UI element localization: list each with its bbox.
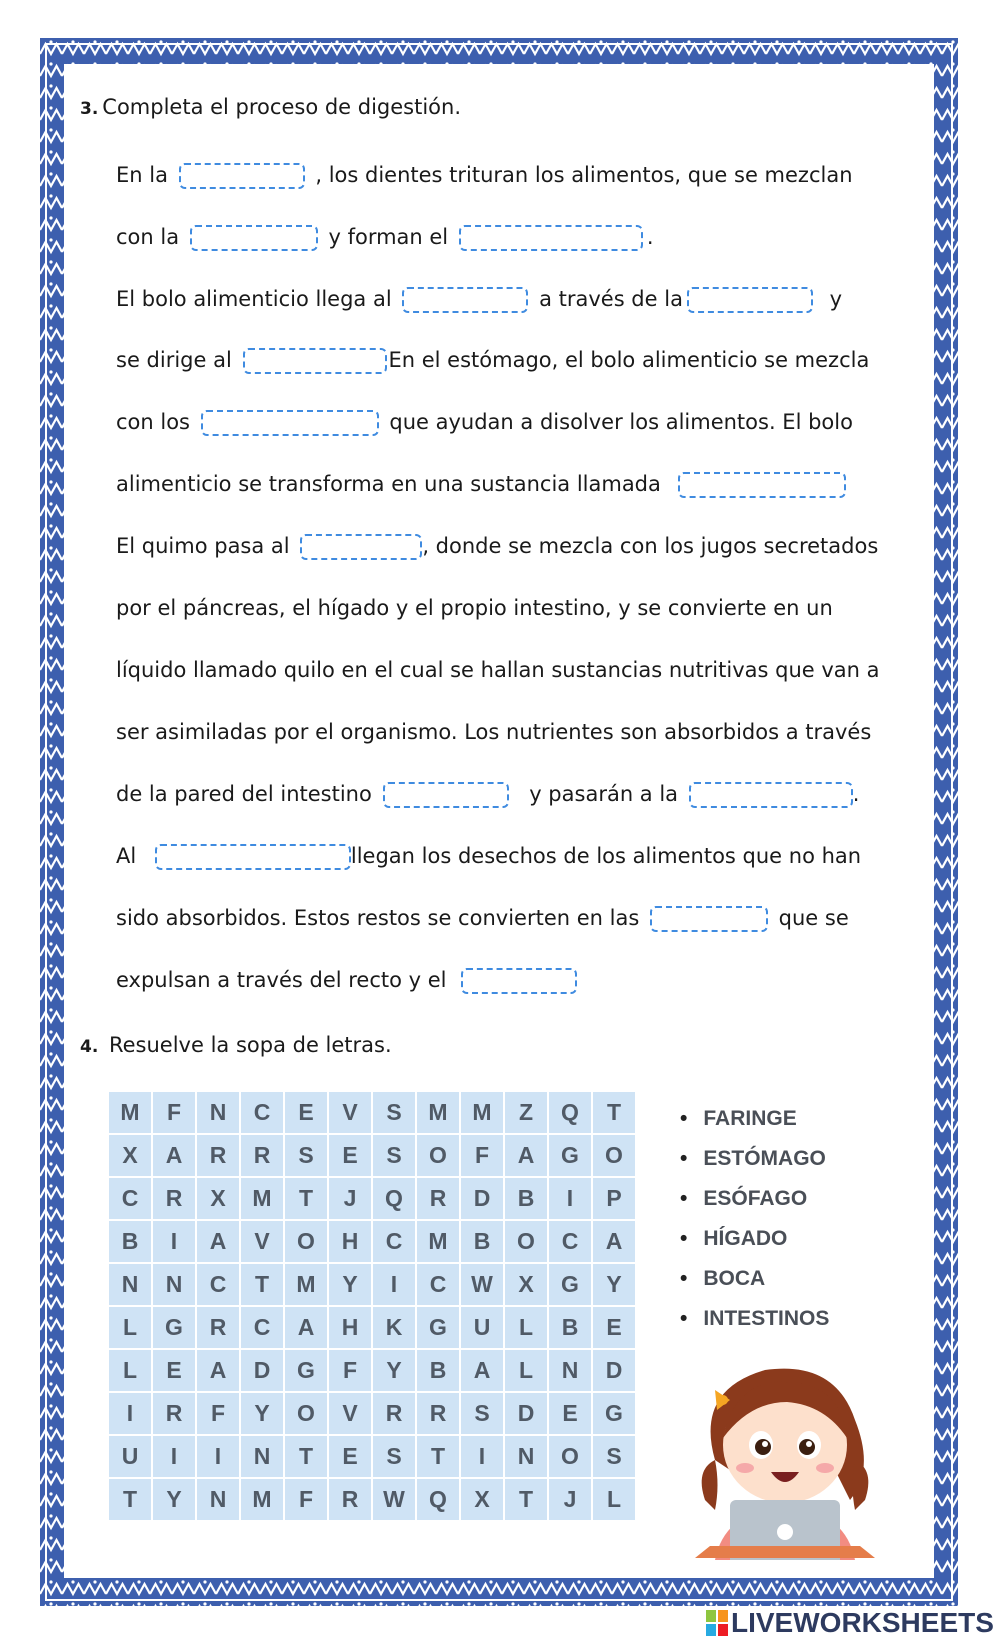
grid-cell[interactable]: M xyxy=(284,1263,328,1306)
grid-cell[interactable]: C xyxy=(196,1263,240,1306)
grid-cell[interactable]: Y xyxy=(592,1263,636,1306)
grid-row xyxy=(108,1134,636,1177)
grid-cell[interactable]: X xyxy=(460,1478,504,1521)
grid-cell[interactable]: C xyxy=(416,1263,460,1306)
text-line xyxy=(116,470,850,498)
text-fragment: líquido llamado quilo en el cual se hallan sustancias nutritivas que van a xyxy=(116,658,880,682)
brand-name: LIVEWORKSHEETS xyxy=(731,1607,994,1638)
grid-cell[interactable]: A xyxy=(196,1220,240,1263)
grid-cell[interactable]: R xyxy=(372,1392,416,1435)
text-fragment: , los dientes trituran los alimentos, que se mezclan xyxy=(315,163,853,187)
word-list-item: • INTESTINOS xyxy=(680,1305,829,1345)
grid-cell[interactable]: H xyxy=(328,1220,372,1263)
grid-cell[interactable]: Q xyxy=(416,1478,460,1521)
grid-cell[interactable]: S xyxy=(284,1134,328,1177)
grid-cell[interactable]: E xyxy=(284,1091,328,1134)
grid-cell[interactable]: Y xyxy=(152,1478,196,1521)
grid-cell[interactable]: H xyxy=(328,1306,372,1349)
word-list-item: • ESÓFAGO xyxy=(680,1185,829,1225)
grid-cell[interactable]: G xyxy=(548,1134,592,1177)
grid-cell[interactable]: I xyxy=(196,1435,240,1478)
grid-cell[interactable]: E xyxy=(592,1306,636,1349)
grid-row xyxy=(108,1478,636,1521)
grid-cell[interactable]: V xyxy=(240,1220,284,1263)
text-fragment: ser asimiladas por el organismo. Los nutrientes son absorbidos a través xyxy=(116,720,872,744)
word-list-item: • HÍGADO xyxy=(680,1225,829,1265)
grid-cell[interactable]: O xyxy=(504,1220,548,1263)
grid-cell[interactable]: U xyxy=(460,1306,504,1349)
grid-cell[interactable]: X xyxy=(108,1134,152,1177)
text-fragment: a través de la xyxy=(539,287,683,311)
answer-blank[interactable] xyxy=(402,287,528,313)
grid-cell[interactable]: R xyxy=(196,1134,240,1177)
grid-cell[interactable]: A xyxy=(504,1134,548,1177)
exercise-title: Resuelve la sopa de letras. xyxy=(108,1033,392,1057)
text-fragment: y xyxy=(829,287,843,311)
grid-cell[interactable]: J xyxy=(548,1478,592,1521)
text-line xyxy=(116,223,654,251)
grid-cell[interactable]: O xyxy=(284,1220,328,1263)
grid-cell[interactable]: W xyxy=(460,1263,504,1306)
grid-cell[interactable]: R xyxy=(416,1392,460,1435)
text-fragment: con la xyxy=(116,225,180,249)
girl-with-laptop-illustration xyxy=(675,1350,895,1560)
grid-cell[interactable]: I xyxy=(152,1220,196,1263)
grid-cell[interactable]: S xyxy=(372,1091,416,1134)
grid-cell[interactable]: G xyxy=(548,1263,592,1306)
grid-cell[interactable]: F xyxy=(152,1091,196,1134)
grid-cell[interactable]: A xyxy=(592,1220,636,1263)
grid-cell[interactable]: E xyxy=(152,1349,196,1392)
grid-cell[interactable]: M xyxy=(240,1478,284,1521)
grid-cell[interactable]: G xyxy=(152,1306,196,1349)
grid-cell[interactable]: J xyxy=(328,1177,372,1220)
liveworksheets-brand xyxy=(706,1607,994,1639)
grid-cell[interactable]: R xyxy=(240,1134,284,1177)
grid-cell[interactable]: M xyxy=(416,1091,460,1134)
grid-cell[interactable]: I xyxy=(372,1263,416,1306)
text-line xyxy=(116,594,833,622)
grid-cell[interactable]: N xyxy=(196,1091,240,1134)
grid-cell[interactable]: B xyxy=(460,1220,504,1263)
grid-cell[interactable]: G xyxy=(284,1349,328,1392)
word-list-item: • FARINGE xyxy=(680,1105,829,1145)
text-fragment: sido absorbidos. Estos restos se convierten en las xyxy=(116,906,640,930)
grid-cell[interactable]: Q xyxy=(548,1091,592,1134)
answer-blank[interactable] xyxy=(650,906,768,932)
grid-cell[interactable]: Y xyxy=(240,1392,284,1435)
text-fragment: llegan los desechos de los alimentos que no han xyxy=(350,844,862,868)
grid-row xyxy=(108,1435,636,1478)
word-list xyxy=(680,1105,829,1345)
grid-cell[interactable]: S xyxy=(372,1435,416,1478)
grid-cell[interactable]: A xyxy=(196,1349,240,1392)
text-fragment: que ayudan a disolver los alimentos. El bolo xyxy=(389,410,853,434)
grid-cell[interactable]: D xyxy=(240,1349,284,1392)
grid-cell[interactable]: S xyxy=(592,1435,636,1478)
answer-blank[interactable] xyxy=(459,225,643,251)
grid-cell[interactable]: M xyxy=(240,1177,284,1220)
text-fragment: de la pared del intestino xyxy=(116,782,372,806)
grid-cell[interactable]: I xyxy=(548,1177,592,1220)
text-line xyxy=(116,532,878,560)
grid-cell[interactable]: B xyxy=(108,1220,152,1263)
answer-blank[interactable] xyxy=(687,287,813,313)
grid-cell[interactable]: N xyxy=(240,1435,284,1478)
grid-cell[interactable]: D xyxy=(592,1349,636,1392)
grid-cell[interactable]: S xyxy=(372,1134,416,1177)
grid-cell[interactable]: N xyxy=(548,1349,592,1392)
text-fragment: El bolo alimenticio llega al xyxy=(116,287,392,311)
text-fragment: En la xyxy=(116,163,168,187)
grid-cell[interactable]: F xyxy=(460,1134,504,1177)
grid-cell[interactable]: G xyxy=(592,1392,636,1435)
grid-cell[interactable]: Y xyxy=(328,1263,372,1306)
grid-cell[interactable]: I xyxy=(108,1392,152,1435)
grid-cell[interactable]: D xyxy=(460,1177,504,1220)
grid-cell[interactable]: L xyxy=(504,1306,548,1349)
grid-cell[interactable]: T xyxy=(416,1435,460,1478)
word-list-item: • BOCA xyxy=(680,1265,829,1305)
grid-cell[interactable]: C xyxy=(548,1220,592,1263)
text-line xyxy=(116,718,871,746)
grid-cell[interactable]: A xyxy=(152,1134,196,1177)
text-fragment: con los xyxy=(116,410,191,434)
exercise-number: 4. xyxy=(80,1037,99,1057)
text-fragment: Al xyxy=(116,844,137,868)
grid-cell[interactable]: T xyxy=(240,1263,284,1306)
text-line xyxy=(116,656,880,684)
grid-row xyxy=(108,1220,636,1263)
grid-cell[interactable]: N xyxy=(504,1435,548,1478)
text-fragment: se dirige al xyxy=(116,348,232,372)
grid-cell[interactable]: A xyxy=(284,1306,328,1349)
grid-cell[interactable]: E xyxy=(328,1435,372,1478)
text-line xyxy=(116,346,869,374)
grid-cell[interactable]: C xyxy=(372,1220,416,1263)
text-line xyxy=(116,285,842,313)
grid-cell[interactable]: F xyxy=(284,1478,328,1521)
grid-cell[interactable]: B xyxy=(548,1306,592,1349)
grid-cell[interactable]: R xyxy=(152,1392,196,1435)
text-fragment: , donde se mezcla con los jugos secretados xyxy=(422,534,879,558)
exercise-3-heading xyxy=(80,94,461,122)
answer-blank[interactable] xyxy=(179,163,305,189)
grid-cell[interactable]: B xyxy=(416,1349,460,1392)
grid-cell[interactable]: X xyxy=(504,1263,548,1306)
grid-cell[interactable]: L xyxy=(592,1478,636,1521)
grid-row xyxy=(108,1306,636,1349)
exercise-title: Completa el proceso de digestión. xyxy=(102,95,462,119)
grid-cell[interactable]: T xyxy=(284,1177,328,1220)
text-line xyxy=(116,904,849,932)
grid-cell[interactable]: B xyxy=(504,1177,548,1220)
grid-cell[interactable]: M xyxy=(416,1220,460,1263)
grid-cell[interactable]: N xyxy=(108,1263,152,1306)
grid-cell[interactable]: F xyxy=(196,1392,240,1435)
grid-cell[interactable]: T xyxy=(108,1478,152,1521)
grid-cell[interactable]: I xyxy=(460,1435,504,1478)
text-fragment: El quimo pasa al xyxy=(116,534,290,558)
grid-cell[interactable]: T xyxy=(284,1435,328,1478)
answer-blank[interactable] xyxy=(461,968,577,994)
text-line xyxy=(116,780,859,808)
grid-cell[interactable]: N xyxy=(152,1263,196,1306)
grid-cell[interactable]: X xyxy=(196,1177,240,1220)
grid-cell[interactable]: D xyxy=(504,1392,548,1435)
grid-cell[interactable]: F xyxy=(328,1349,372,1392)
answer-blank[interactable] xyxy=(243,348,387,374)
exercise-number: 3. xyxy=(80,99,99,119)
grid-cell[interactable]: S xyxy=(460,1392,504,1435)
answer-blank[interactable] xyxy=(689,782,853,808)
grid-cell[interactable]: P xyxy=(592,1177,636,1220)
answer-blank[interactable] xyxy=(155,844,351,870)
grid-cell[interactable]: I xyxy=(152,1435,196,1478)
grid-cell[interactable]: L xyxy=(504,1349,548,1392)
grid-row xyxy=(108,1392,636,1435)
grid-cell[interactable]: V xyxy=(328,1091,372,1134)
text-fragment: . xyxy=(852,782,860,806)
grid-cell[interactable]: K xyxy=(372,1306,416,1349)
text-fragment: expulsan a través del recto y el xyxy=(116,968,447,992)
grid-cell[interactable]: R xyxy=(328,1478,372,1521)
grid-cell[interactable]: O xyxy=(592,1134,636,1177)
grid-cell[interactable]: U xyxy=(108,1435,152,1478)
grid-cell[interactable]: G xyxy=(416,1306,460,1349)
grid-cell[interactable]: R xyxy=(416,1177,460,1220)
grid-row xyxy=(108,1349,636,1392)
exercise-4-heading xyxy=(80,1032,392,1060)
grid-cell[interactable]: O xyxy=(284,1392,328,1435)
answer-blank[interactable] xyxy=(678,472,846,498)
grid-cell[interactable]: C xyxy=(108,1177,152,1220)
word-list-item: • ESTÓMAGO xyxy=(680,1145,829,1185)
answer-blank[interactable] xyxy=(201,410,379,436)
grid-cell[interactable]: O xyxy=(416,1134,460,1177)
text-fragment: En el estómago, el bolo alimenticio se mezcla xyxy=(388,348,870,372)
grid-row xyxy=(108,1177,636,1220)
grid-cell[interactable]: E xyxy=(328,1134,372,1177)
answer-blank[interactable] xyxy=(300,534,422,560)
text-fragment: y forman el xyxy=(328,225,449,249)
grid-cell[interactable]: L xyxy=(108,1306,152,1349)
grid-cell[interactable]: W xyxy=(372,1478,416,1521)
grid-cell[interactable]: O xyxy=(548,1435,592,1478)
grid-cell[interactable]: A xyxy=(460,1349,504,1392)
grid-cell[interactable]: Z xyxy=(504,1091,548,1134)
liveworksheets-logo-icon xyxy=(706,1610,728,1636)
grid-cell[interactable]: T xyxy=(504,1478,548,1521)
grid-cell[interactable]: Q xyxy=(372,1177,416,1220)
grid-row xyxy=(108,1263,636,1306)
grid-cell[interactable]: Y xyxy=(372,1349,416,1392)
grid-cell[interactable]: V xyxy=(328,1392,372,1435)
text-line xyxy=(116,161,853,189)
text-fragment: que se xyxy=(778,906,849,930)
grid-cell[interactable]: R xyxy=(152,1177,196,1220)
grid-cell[interactable]: R xyxy=(196,1306,240,1349)
grid-cell[interactable]: M xyxy=(460,1091,504,1134)
grid-cell[interactable]: M xyxy=(108,1091,152,1134)
text-fragment: y pasarán a la xyxy=(529,782,679,806)
grid-cell[interactable]: L xyxy=(108,1349,152,1392)
text-fragment: . xyxy=(646,225,654,249)
grid-cell[interactable]: T xyxy=(592,1091,636,1134)
text-line xyxy=(116,408,853,436)
grid-cell[interactable]: N xyxy=(196,1478,240,1521)
text-fragment: por el páncreas, el hígado y el propio intestino, y se convierte en un xyxy=(116,596,833,620)
text-line xyxy=(116,842,861,870)
grid-row xyxy=(108,1091,636,1134)
grid-cell[interactable]: C xyxy=(240,1091,284,1134)
answer-blank[interactable] xyxy=(190,225,318,251)
grid-cell[interactable]: C xyxy=(240,1306,284,1349)
grid-cell[interactable]: E xyxy=(548,1392,592,1435)
text-line xyxy=(116,966,581,994)
text-fragment: alimenticio se transforma en una sustancia llamada xyxy=(116,472,661,496)
word-search-grid xyxy=(107,1090,637,1522)
answer-blank[interactable] xyxy=(383,782,509,808)
